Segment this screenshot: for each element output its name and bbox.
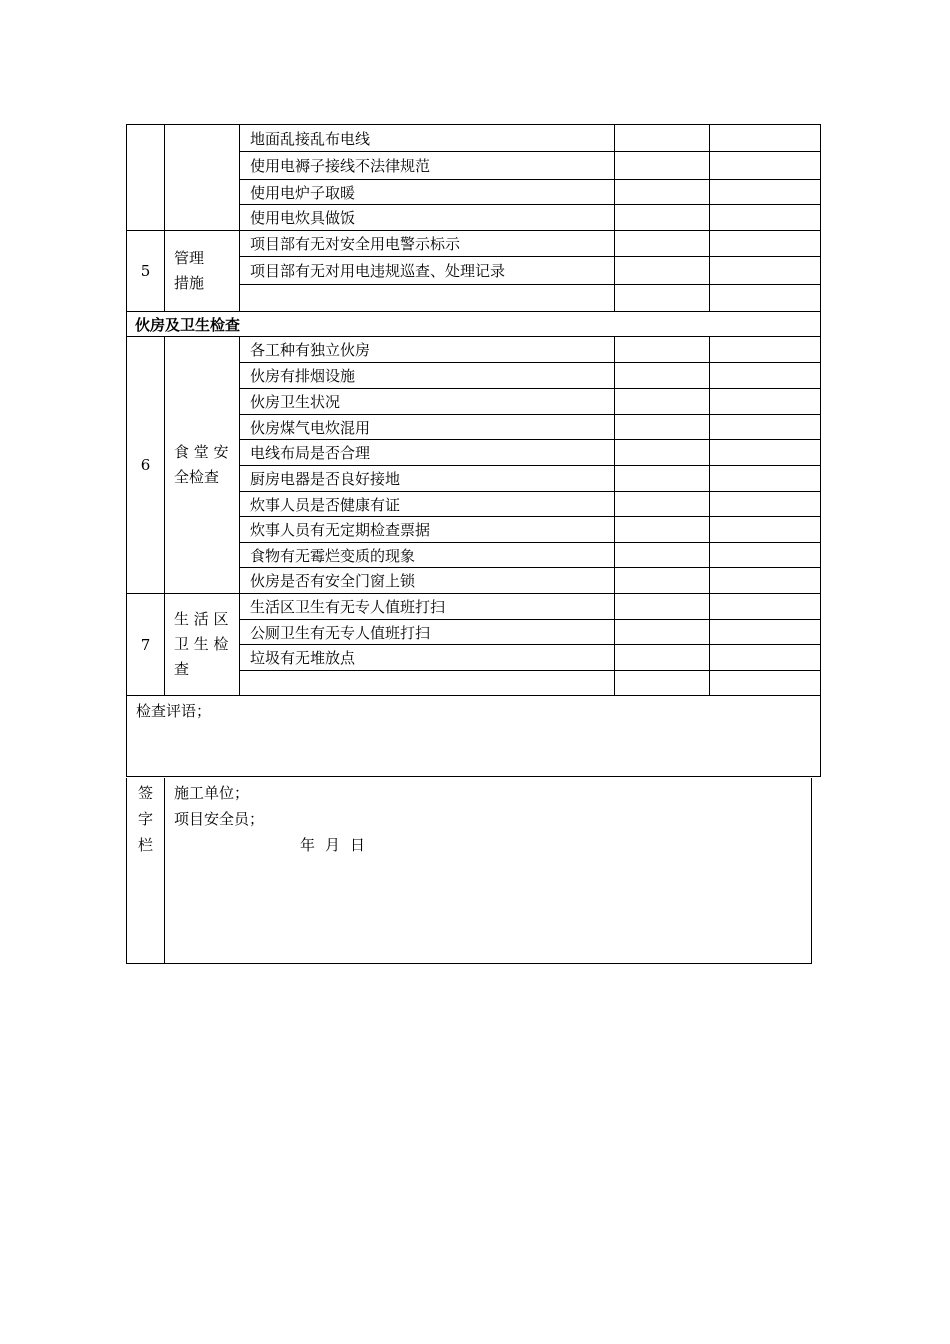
category-label <box>165 231 240 312</box>
note-cell[interactable] <box>710 337 821 363</box>
result-cell[interactable] <box>615 205 710 231</box>
note-cell[interactable] <box>710 389 821 415</box>
note-cell[interactable] <box>710 620 821 645</box>
table-row <box>127 231 821 257</box>
item-cell: 使用电褥子接线不法律规范 <box>240 152 615 180</box>
note-cell[interactable] <box>710 415 821 440</box>
item-cell: 使用电炉子取暖 <box>240 180 615 205</box>
result-cell[interactable] <box>615 671 710 696</box>
remarks-row <box>127 696 821 777</box>
result-cell[interactable] <box>615 231 710 257</box>
item-cell: 项目部有无对用电违规巡查、处理记录 <box>240 257 615 285</box>
item-cell: 伙房是否有安全门窗上锁 <box>240 568 615 594</box>
item-cell: 地面乱接乱布电线 <box>240 125 615 152</box>
date-line <box>174 832 811 858</box>
item-cell: 各工种有独立伙房 <box>240 337 615 363</box>
note-cell[interactable] <box>710 543 821 568</box>
result-cell[interactable] <box>615 389 710 415</box>
remarks-label: 检查评语； <box>136 702 212 720</box>
result-cell[interactable] <box>615 594 710 620</box>
item-number: 7 <box>127 594 165 696</box>
item-number: 6 <box>127 337 165 594</box>
note-cell[interactable] <box>710 440 821 466</box>
remarks-cell[interactable] <box>127 696 821 777</box>
date-day: 日 <box>350 836 368 854</box>
result-cell[interactable] <box>615 285 710 312</box>
result-cell[interactable] <box>615 466 710 492</box>
note-cell[interactable] <box>710 517 821 543</box>
date-year: 年 <box>300 836 318 854</box>
category-line: 食 堂 安 <box>174 443 229 461</box>
category-label <box>165 337 240 594</box>
item-cell: 项目部有无对安全用电警示标示 <box>240 231 615 257</box>
section-title: 伙房及卫生检查 <box>127 312 821 337</box>
note-cell[interactable] <box>710 645 821 671</box>
note-cell[interactable] <box>710 568 821 594</box>
signature-label-char: 字 <box>137 810 153 828</box>
table-row <box>127 125 821 152</box>
note-cell[interactable] <box>710 257 821 285</box>
signature-row <box>127 778 812 963</box>
item-cell[interactable] <box>240 671 615 696</box>
note-cell[interactable] <box>710 152 821 180</box>
result-cell[interactable] <box>615 257 710 285</box>
number-cell <box>127 125 165 231</box>
note-cell[interactable] <box>710 492 821 517</box>
note-cell[interactable] <box>710 180 821 205</box>
result-cell[interactable] <box>615 440 710 466</box>
signature-table <box>126 778 812 964</box>
category-line: 管理 <box>174 249 205 267</box>
item-cell[interactable] <box>240 285 615 312</box>
result-cell[interactable] <box>615 363 710 389</box>
item-cell: 伙房煤气电炊混用 <box>240 415 615 440</box>
signature-label-char: 栏 <box>137 836 153 854</box>
category-label <box>165 594 240 696</box>
item-cell: 炊事人员是否健康有证 <box>240 492 615 517</box>
item-cell: 食物有无霉烂变质的现象 <box>240 543 615 568</box>
result-cell[interactable] <box>615 125 710 152</box>
table-row <box>127 337 821 363</box>
result-cell[interactable] <box>615 517 710 543</box>
result-cell[interactable] <box>615 337 710 363</box>
item-cell: 炊事人员有无定期检查票据 <box>240 517 615 543</box>
item-cell: 生活区卫生有无专人值班打扫 <box>240 594 615 620</box>
result-cell[interactable] <box>615 568 710 594</box>
inspection-table <box>126 124 821 777</box>
note-cell[interactable] <box>710 125 821 152</box>
item-cell: 公厕卫生有无专人值班打扫 <box>240 620 615 645</box>
result-cell[interactable] <box>615 492 710 517</box>
item-cell: 电线布局是否合理 <box>240 440 615 466</box>
result-cell[interactable] <box>615 543 710 568</box>
item-cell: 伙房有排烟设施 <box>240 363 615 389</box>
note-cell[interactable] <box>710 671 821 696</box>
safety-officer-label: 项目安全员； <box>174 810 265 828</box>
note-cell[interactable] <box>710 363 821 389</box>
note-cell[interactable] <box>710 285 821 312</box>
category-line: 卫 生 检 <box>174 635 229 653</box>
category-line: 全检查 <box>174 468 220 486</box>
result-cell[interactable] <box>615 645 710 671</box>
category-line: 查 <box>174 660 190 678</box>
note-cell[interactable] <box>710 205 821 231</box>
construction-unit-label: 施工单位； <box>174 784 250 802</box>
note-cell[interactable] <box>710 594 821 620</box>
item-cell: 垃圾有无堆放点 <box>240 645 615 671</box>
item-cell: 使用电炊具做饭 <box>240 205 615 231</box>
result-cell[interactable] <box>615 620 710 645</box>
note-cell[interactable] <box>710 231 821 257</box>
item-number: 5 <box>127 231 165 312</box>
item-cell: 伙房卫生状况 <box>240 389 615 415</box>
note-cell[interactable] <box>710 466 821 492</box>
category-cell <box>165 125 240 231</box>
table-row <box>127 594 821 620</box>
result-cell[interactable] <box>615 180 710 205</box>
result-cell[interactable] <box>615 415 710 440</box>
result-cell[interactable] <box>615 152 710 180</box>
section-heading-row <box>127 312 821 337</box>
category-line: 生 活 区 <box>174 610 229 628</box>
signature-label <box>127 778 165 963</box>
signature-area[interactable] <box>165 778 812 963</box>
item-cell: 厨房电器是否良好接地 <box>240 466 615 492</box>
category-line: 措施 <box>174 274 205 292</box>
date-month: 月 <box>325 836 343 854</box>
signature-label-char: 签 <box>137 784 153 802</box>
